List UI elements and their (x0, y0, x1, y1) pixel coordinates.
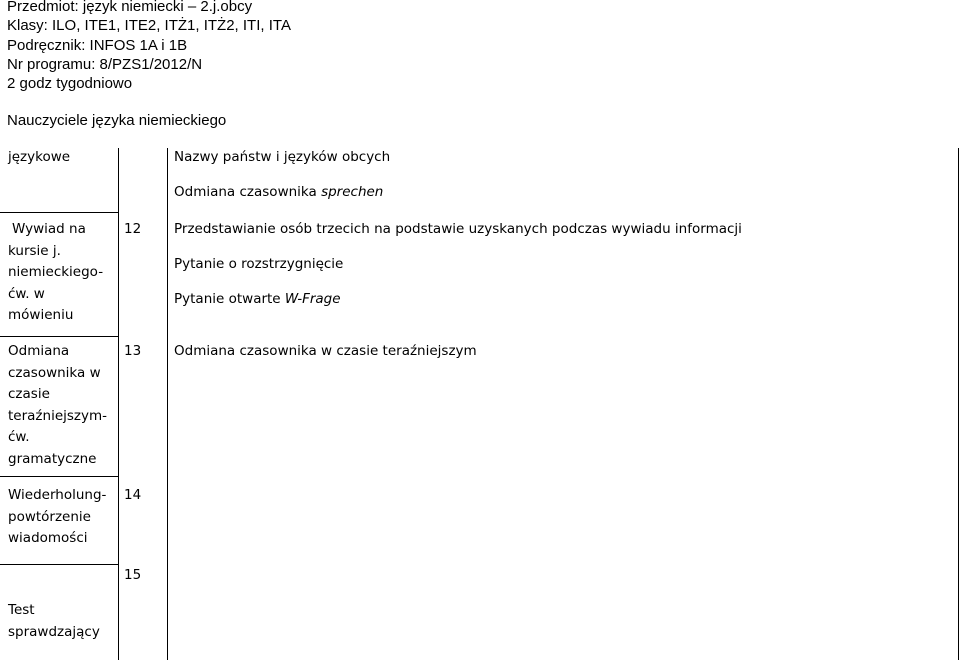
teachers-line: Nauczyciele języka niemieckiego (7, 112, 227, 129)
hours-line: 2 godz tygodniowo (7, 75, 133, 92)
textbook-line: Podręcznik: INFOS 1A i 1B (7, 37, 188, 54)
grid-line (0, 564, 118, 565)
topic-line: Odmiana czasownika w czasie teraźniejszym (174, 343, 477, 359)
category-cell: Wiederholung- powtórzenie wiadomości (8, 487, 107, 546)
lesson-number: 14 (124, 487, 142, 503)
grid-line (0, 336, 118, 337)
lesson-number: 12 (124, 221, 142, 237)
classes-line: Klasy: ILO, ITE1, ITE2, ITŻ1, ITŻ2, ITI, ITA (7, 17, 291, 34)
grid-line (0, 476, 118, 477)
grid-line (958, 148, 959, 660)
category-cell: Odmiana czasownika w czasie teraźniejszym- ćw. gramatyczne (8, 343, 108, 467)
lesson-number: 13 (124, 343, 142, 359)
program-number-line: Nr programu: 8/PZS1/2012/N (7, 56, 203, 73)
topic-line: Pytanie o rozstrzygnięcie (174, 256, 344, 272)
topic-line: Nazwy państw i języków obcych (174, 149, 391, 165)
category-cell: Wywiad na kursie j. niemieckiego- ćw. w mówieniu (8, 221, 104, 323)
grid-line (118, 148, 119, 660)
category-cell: Test sprawdzający (8, 602, 100, 640)
grid-line (0, 212, 118, 213)
grid-line (167, 148, 168, 660)
topic-line: Odmiana czasownika sprechen (174, 184, 384, 200)
lesson-number: 15 (124, 567, 142, 583)
subject-line: Przedmiot: język niemiecki – 2.j.obcy (7, 0, 253, 15)
topic-line: Przedstawianie osób trzecich na podstawie uzyskanych podczas wywiadu informacji (174, 221, 742, 237)
category-cell-top: językowe (8, 149, 71, 165)
topic-line: Pytanie otwarte W-Frage (174, 291, 341, 307)
